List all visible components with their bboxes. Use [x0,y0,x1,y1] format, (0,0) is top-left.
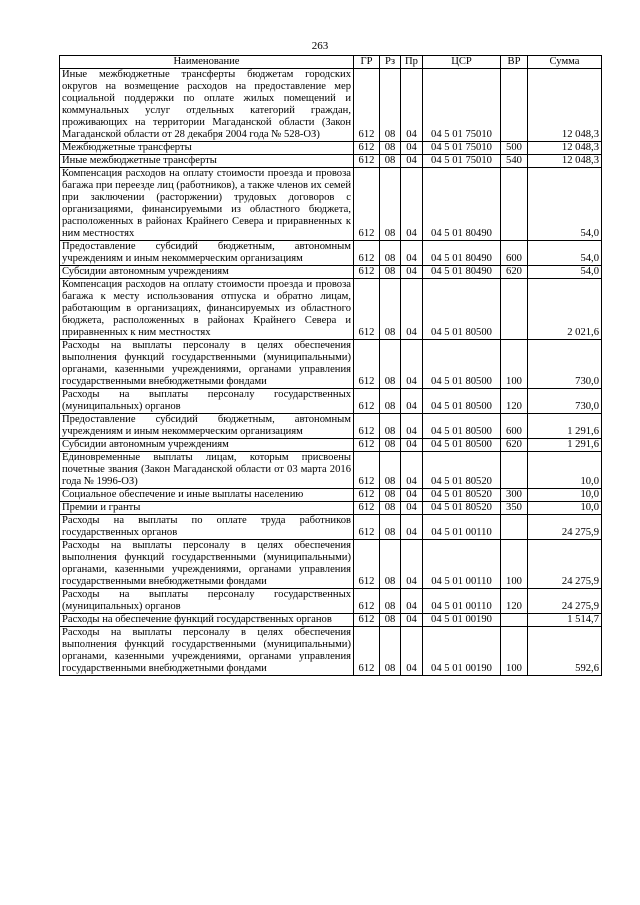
cell-rz: 08 [380,340,401,389]
cell-rz: 08 [380,168,401,241]
cell-rz: 08 [380,489,401,502]
cell-name: Расходы на выплаты персоналу в целях обеспечения выполнения функций государственными (муниципальными) органами, казенными учреждениями, органами управления государственными внебюджетными фондами [60,540,354,589]
cell-pr: 04 [401,389,423,414]
table-row [60,515,602,540]
cell-sum: 10,0 [528,502,602,515]
cell-pr: 04 [401,241,423,266]
cell-gr: 612 [354,389,380,414]
column-header-vr: ВР [501,56,528,69]
table-row [60,627,602,676]
cell-gr: 612 [354,614,380,627]
cell-vr: 620 [501,266,528,279]
column-header-rz: Рз [380,56,401,69]
cell-name: Предоставление субсидий бюджетным, автономным учреждениям и иным некоммерческим организациям [60,241,354,266]
cell-rz: 08 [380,589,401,614]
cell-pr: 04 [401,627,423,676]
cell-gr: 612 [354,69,380,142]
budget-table [59,55,602,676]
table-body [60,69,602,676]
cell-rz: 08 [380,279,401,340]
cell-vr: 100 [501,340,528,389]
cell-vr: 540 [501,155,528,168]
cell-pr: 04 [401,266,423,279]
cell-sum: 24 275,9 [528,515,602,540]
cell-sum: 24 275,9 [528,540,602,589]
column-header-csr: ЦСР [423,56,501,69]
cell-sum: 54,0 [528,168,602,241]
cell-name: Расходы на выплаты персоналу в целях обеспечения выполнения функций государственными (муниципальными) органами, казенными учреждениями, органами управления государственными внебюджетными фондами [60,340,354,389]
cell-pr: 04 [401,155,423,168]
cell-gr: 612 [354,627,380,676]
cell-rz: 08 [380,627,401,676]
cell-vr: 600 [501,414,528,439]
table-row [60,266,602,279]
cell-pr: 04 [401,142,423,155]
cell-name: Предоставление субсидий бюджетным, автономным учреждениям и иным некоммерческим организациям [60,414,354,439]
cell-csr: 04 5 01 75010 [423,142,501,155]
table-row [60,168,602,241]
cell-gr: 612 [354,155,380,168]
cell-gr: 612 [354,168,380,241]
cell-vr: 500 [501,142,528,155]
cell-gr: 612 [354,340,380,389]
cell-pr: 04 [401,279,423,340]
cell-name: Компенсация расходов на оплату стоимости проезда и провоза багажа при переезде лиц (работников), а также членов их семей при заключении (расторжении) трудовых договоров с организациями, финансируемыми из областного бюджета, расположенных в районах Крайнего Севера и приравненных к ним местностях [60,168,354,241]
cell-vr: 350 [501,502,528,515]
cell-pr: 04 [401,69,423,142]
cell-name: Субсидии автономным учреждениям [60,266,354,279]
cell-gr: 612 [354,439,380,452]
cell-name: Субсидии автономным учреждениям [60,439,354,452]
cell-name: Компенсация расходов на оплату стоимости проезда и провоза багажа к месту использования отпуска и обратно лицам, работающим в организациях, финансируемых из областного бюджета, расположенных в районах Крайнего Севера и приравненных к ним местностях [60,279,354,340]
cell-csr: 04 5 01 80490 [423,266,501,279]
cell-csr: 04 5 01 80490 [423,241,501,266]
cell-rz: 08 [380,414,401,439]
cell-csr: 04 5 01 80520 [423,489,501,502]
cell-rz: 08 [380,142,401,155]
cell-pr: 04 [401,589,423,614]
column-header-gr: ГР [354,56,380,69]
cell-rz: 08 [380,266,401,279]
cell-pr: 04 [401,414,423,439]
cell-csr: 04 5 01 80490 [423,168,501,241]
cell-vr [501,614,528,627]
cell-rz: 08 [380,389,401,414]
cell-sum: 592,6 [528,627,602,676]
cell-name: Социальное обеспечение и иные выплаты населению [60,489,354,502]
cell-csr: 04 5 01 80500 [423,340,501,389]
cell-gr: 612 [354,414,380,439]
table-row [60,439,602,452]
cell-csr: 04 5 01 75010 [423,69,501,142]
cell-vr: 620 [501,439,528,452]
cell-csr: 04 5 01 80520 [423,502,501,515]
cell-name: Иные межбюджетные трансферты бюджетам городских округов на возмещение расходов на предоставление мер социальной поддержки по оплате жилых помещений и коммунальных услуг отдельных категорий граждан, проживающих на территории Магаданской области (Закон Магаданской области от 28 декабря 2004 года № 528-ОЗ) [60,69,354,142]
cell-sum: 1 514,7 [528,614,602,627]
cell-pr: 04 [401,489,423,502]
cell-csr: 04 5 01 80500 [423,414,501,439]
page-number: 263 [311,40,329,52]
table-row [60,589,602,614]
cell-vr: 120 [501,389,528,414]
column-header-name: Наименование [60,56,354,69]
table-row [60,69,602,142]
cell-rz: 08 [380,69,401,142]
cell-rz: 08 [380,155,401,168]
cell-sum: 10,0 [528,452,602,489]
cell-vr: 100 [501,540,528,589]
cell-csr: 04 5 01 00190 [423,627,501,676]
cell-sum: 2 021,6 [528,279,602,340]
cell-name: Расходы на выплаты персоналу государственных (муниципальных) органов [60,589,354,614]
cell-csr: 04 5 01 80500 [423,389,501,414]
cell-gr: 612 [354,279,380,340]
cell-name: Расходы на выплаты персоналу в целях обеспечения выполнения функций государственными (муниципальными) органами, казенными учреждениями, органами управления государственными внебюджетными фондами [60,627,354,676]
cell-name: Расходы на обеспечение функций государственных органов [60,614,354,627]
cell-sum: 24 275,9 [528,589,602,614]
cell-name: Единовременные выплаты лицам, которым присвоены почетные звания (Закон Магаданской области от 03 марта 2016 года № 1996-ОЗ) [60,452,354,489]
cell-rz: 08 [380,241,401,266]
cell-rz: 08 [380,452,401,489]
cell-name: Расходы на выплаты персоналу государственных (муниципальных) органов [60,389,354,414]
table-row [60,155,602,168]
table-row [60,414,602,439]
cell-sum: 12 048,3 [528,69,602,142]
cell-name: Расходы на выплаты по оплате труда работников государственных органов [60,515,354,540]
cell-pr: 04 [401,168,423,241]
cell-csr: 04 5 01 00110 [423,515,501,540]
cell-gr: 612 [354,589,380,614]
cell-pr: 04 [401,515,423,540]
table-header-row [60,56,602,69]
cell-vr: 120 [501,589,528,614]
cell-pr: 04 [401,540,423,589]
table-row [60,340,602,389]
cell-sum: 730,0 [528,389,602,414]
table-row [60,614,602,627]
cell-csr: 04 5 01 00190 [423,614,501,627]
cell-csr: 04 5 01 00110 [423,540,501,589]
cell-csr: 04 5 01 75010 [423,155,501,168]
cell-pr: 04 [401,340,423,389]
table-row [60,502,602,515]
table-row [60,489,602,502]
column-header-pr: Пр [401,56,423,69]
cell-gr: 612 [354,515,380,540]
cell-csr: 04 5 01 80500 [423,439,501,452]
cell-name: Иные межбюджетные трансферты [60,155,354,168]
cell-vr [501,168,528,241]
cell-pr: 04 [401,439,423,452]
table-row [60,540,602,589]
cell-sum: 10,0 [528,489,602,502]
cell-sum: 730,0 [528,340,602,389]
cell-vr: 300 [501,489,528,502]
cell-sum: 1 291,6 [528,414,602,439]
cell-vr [501,69,528,142]
cell-sum: 12 048,3 [528,142,602,155]
cell-sum: 12 048,3 [528,155,602,168]
cell-rz: 08 [380,540,401,589]
cell-pr: 04 [401,614,423,627]
cell-gr: 612 [354,266,380,279]
column-header-sum: Сумма [528,56,602,69]
table-row [60,452,602,489]
cell-pr: 04 [401,452,423,489]
cell-rz: 08 [380,614,401,627]
table-row [60,279,602,340]
cell-name: Премии и гранты [60,502,354,515]
cell-gr: 612 [354,452,380,489]
cell-vr [501,452,528,489]
cell-rz: 08 [380,515,401,540]
cell-gr: 612 [354,142,380,155]
cell-sum: 54,0 [528,266,602,279]
cell-gr: 612 [354,502,380,515]
table-row [60,241,602,266]
cell-vr [501,279,528,340]
cell-sum: 1 291,6 [528,439,602,452]
cell-vr: 100 [501,627,528,676]
cell-rz: 08 [380,502,401,515]
cell-gr: 612 [354,241,380,266]
cell-vr [501,515,528,540]
cell-pr: 04 [401,502,423,515]
cell-vr: 600 [501,241,528,266]
cell-gr: 612 [354,540,380,589]
table-row [60,389,602,414]
cell-sum: 54,0 [528,241,602,266]
cell-rz: 08 [380,439,401,452]
cell-csr: 04 5 01 80520 [423,452,501,489]
cell-csr: 04 5 01 80500 [423,279,501,340]
cell-gr: 612 [354,489,380,502]
cell-csr: 04 5 01 00110 [423,589,501,614]
table-row [60,142,602,155]
cell-name: Межбюджетные трансферты [60,142,354,155]
